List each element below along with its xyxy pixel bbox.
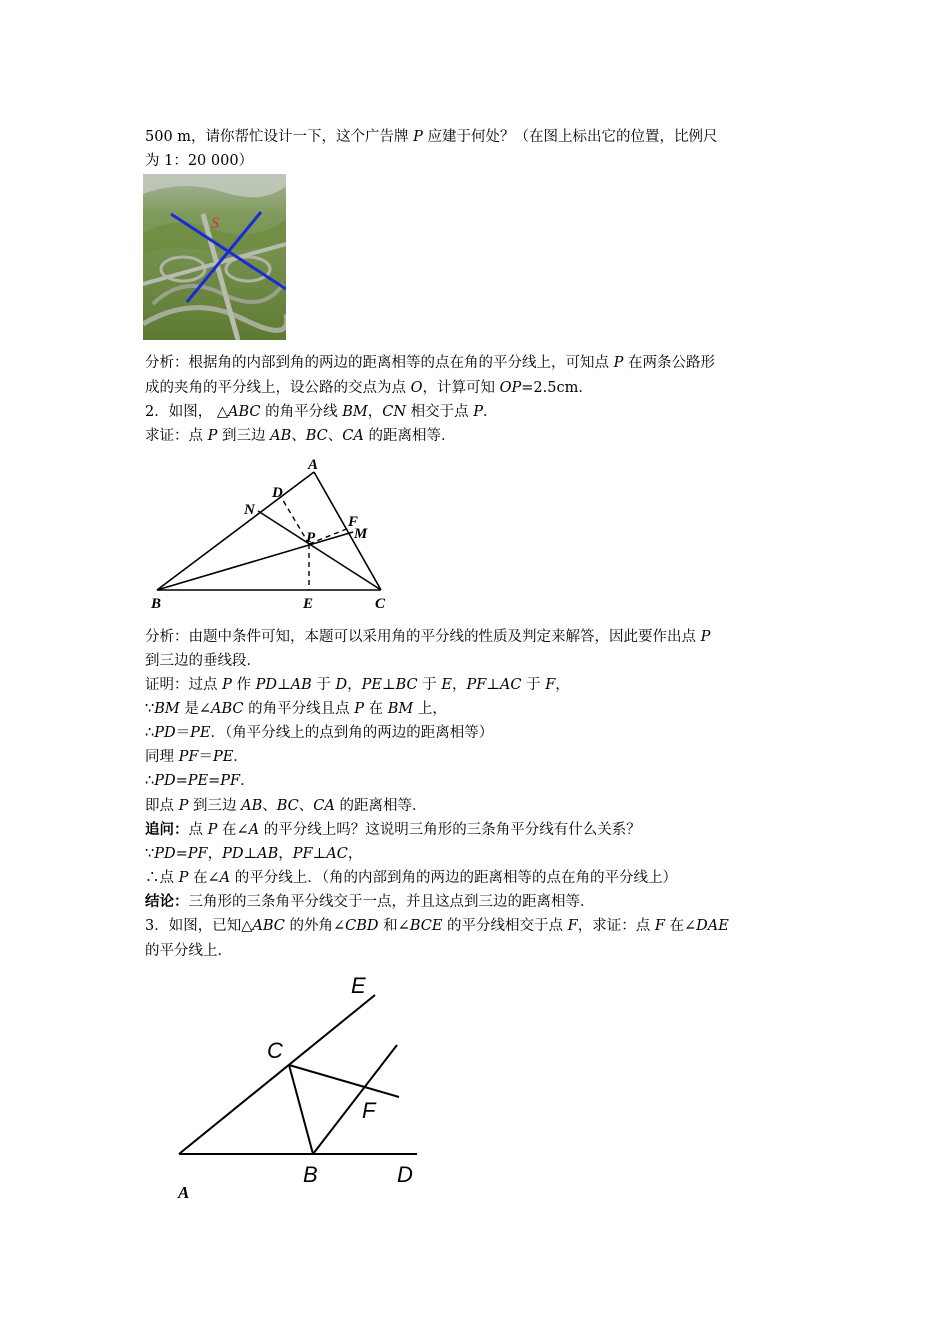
conclusion-line: 结论：三角形的三条角平分线交于一点，并且这点到三边的距离相等． — [145, 893, 595, 910]
triangle-figure-3 — [163, 966, 443, 1206]
proof-line4: 同理 PF＝PE． — [145, 749, 248, 765]
problem3-line2: 的平分线上． — [145, 943, 232, 959]
fig3-label-f: F — [362, 1098, 376, 1123]
problem1-line2: 为 1：20 000） — [145, 153, 254, 169]
fig2-label-d: D — [272, 485, 283, 501]
fig2-label-e: E — [303, 596, 314, 612]
photo-label-s: S — [211, 215, 219, 232]
problem3-line1: 3．如图，已知△ABC 的外角∠CBD 和∠BCE 的平分线相交于点 F，求证：点 F 在∠DAE — [145, 918, 729, 934]
aerial-road-photo — [143, 174, 286, 340]
fig3-label-a: A — [178, 1183, 190, 1202]
problem1-line1: 500 m，请你帮忙设计一下，这个广告牌 P 应建于何处？（在图上标出它的位置，比例尺 — [145, 129, 718, 145]
fig3-label-d: D — [397, 1162, 413, 1187]
analysis1-line2: 成的夹角的平分线上，设公路的交点为点 O，计算可知 OP=2.5cm． — [145, 380, 593, 396]
fig3-label-c: C — [267, 1038, 283, 1063]
triangle-figure-2 — [143, 452, 403, 618]
fig3-label-b: B — [303, 1162, 318, 1187]
proof-line1: 证明：过点 P 作 PD⊥AB 于 D，PE⊥BC 于 E，PF⊥AC 于 F， — [145, 677, 570, 693]
fig3-label-e: E — [351, 973, 366, 998]
fig2-label-c: C — [375, 596, 386, 612]
analysis2-line1: 分析：由题中条件可知，本题可以采用角的平分线的性质及判定来解答，因此要作出点 P — [145, 629, 711, 645]
fig2-label-f: F — [348, 514, 359, 530]
fig2-label-b: B — [151, 596, 162, 612]
followup-line2: ∵PD=PF，PD⊥AB，PF⊥AC， — [145, 846, 363, 862]
problem2-line2: 求证：点 P 到三边 AB、BC、CA 的距离相等． — [145, 428, 456, 444]
problem2-line1: 2．如图， △ABC 的角平分线 BM，CN 相交于点 P． — [145, 404, 498, 420]
proof-line2: ∵BM 是∠ABC 的角平分线且点 P 在 BM 上， — [145, 701, 447, 717]
fig2-label-m: M — [354, 526, 368, 542]
proof-line3: ∴PD＝PE．（角平分线上的点到角的两边的距离相等） — [145, 725, 494, 741]
analysis1-line1: 分析：根据角的内部到角的两边的距离相等的点在角的平分线上，可知点 P 在两条公路形 — [145, 355, 715, 371]
fig2-label-n: N — [244, 502, 255, 518]
followup-line1: 追问：点 P 在∠A 的平分线上吗？这说明三角形的三条角平分线有什么关系？ — [145, 821, 641, 838]
proof-line5: ∴PD=PE=PF． — [145, 773, 255, 789]
proof-line6: 即点 P 到三边 AB、BC、CA 的距离相等． — [145, 798, 427, 814]
analysis2-line2: 到三边的垂线段． — [145, 653, 261, 669]
followup-line3: ∴点 P 在∠A 的平分线上．（角的内部到角的两边的距离相等的点在角的平分线上） — [145, 870, 677, 886]
fig2-label-p: P — [306, 530, 316, 546]
fig2-label-a: A — [308, 457, 319, 473]
